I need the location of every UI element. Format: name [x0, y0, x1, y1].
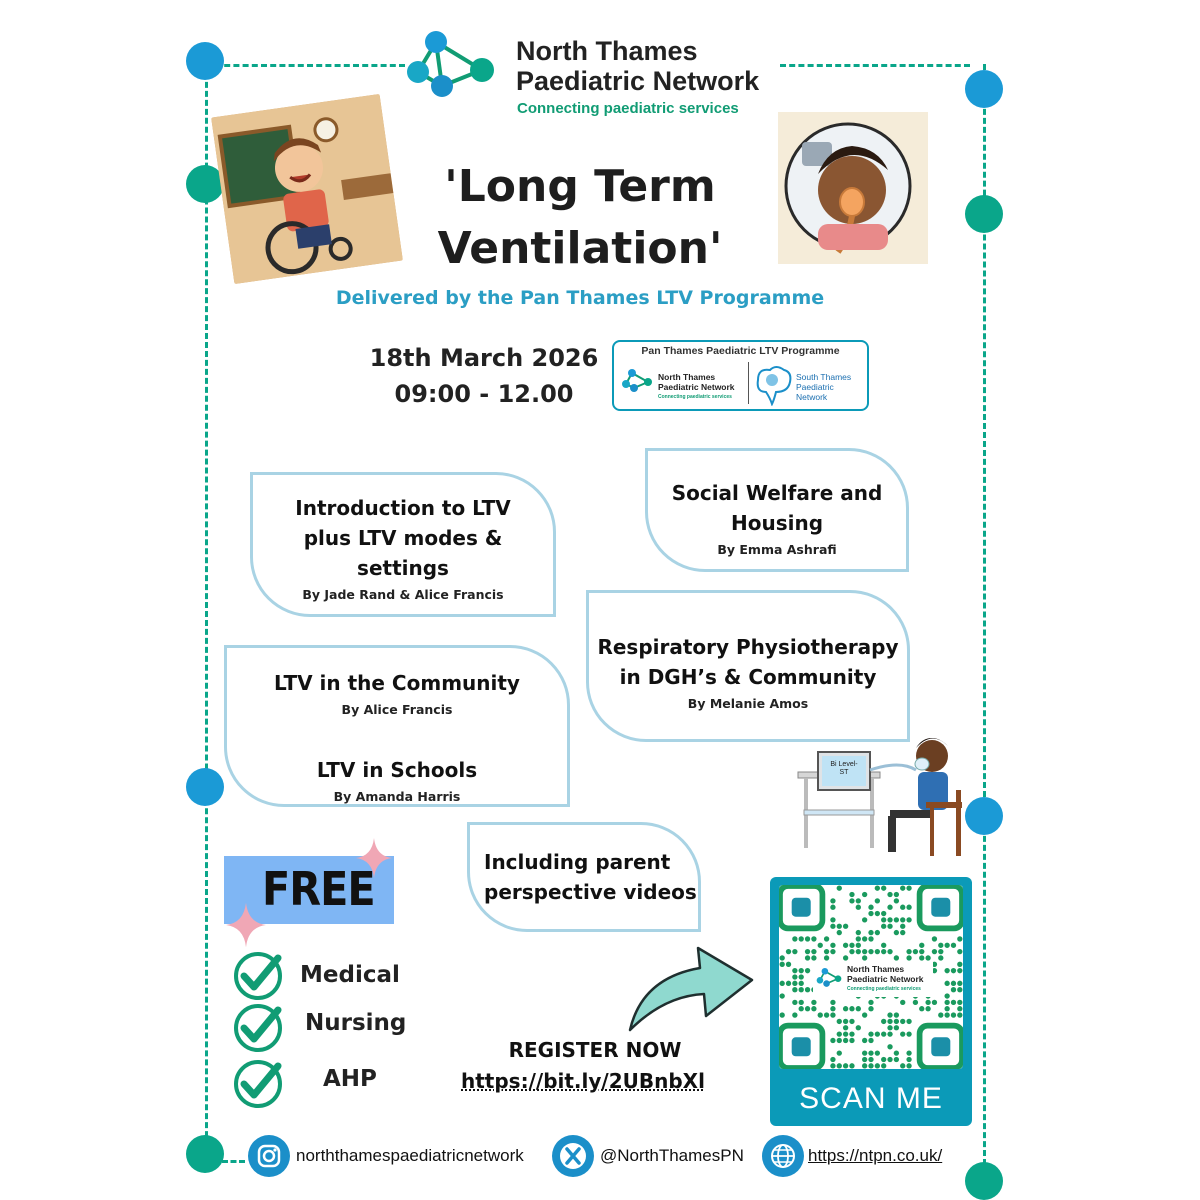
register-label: REGISTER NOW [508, 1038, 682, 1062]
frame-dot [186, 768, 224, 806]
scan-me-label: SCAN ME [799, 1082, 943, 1115]
network-molecule-icon [815, 967, 843, 987]
qr-logo-line1: North Thames [847, 964, 905, 974]
session-title-line: perspective videos [484, 880, 697, 904]
session-card-intro-ltv [250, 472, 556, 617]
check-circle-icon [232, 1058, 284, 1110]
logo-tagline: Connecting paediatric services [517, 100, 739, 117]
session-card-community-schools [224, 645, 570, 807]
qr-code-area[interactable] [779, 885, 963, 1069]
session-title-line: Housing [730, 511, 824, 535]
monitor-line1: Bi Level- [830, 761, 858, 768]
instagram-handle[interactable]: norththamespaediatricnetwork [296, 1146, 524, 1165]
sparkle-icon [226, 902, 266, 948]
x-handle[interactable]: @NorthThamesPN [600, 1146, 744, 1165]
frame-left [205, 64, 208, 1164]
session-title-line: LTV in Schools [316, 758, 478, 782]
qr-center-logo [813, 961, 933, 997]
event-title-line2: Ventilation' [437, 223, 723, 274]
event-time: 09:00 - 12.00 [394, 380, 574, 408]
frame-dot [965, 195, 1003, 233]
network-molecule-icon [620, 368, 654, 392]
audience-medical: Medical [300, 962, 400, 988]
ventilator-child-illustration [790, 730, 965, 860]
x-logo-icon[interactable] [552, 1135, 594, 1177]
session-title-line: plus LTV modes & [303, 526, 503, 550]
programme-badge [612, 340, 869, 411]
session-presenter: By Jade Rand & Alice Francis [302, 587, 504, 602]
register-link[interactable]: https://bit.ly/2UBnbXl [461, 1069, 705, 1093]
south-thames-cloud-icon [752, 362, 794, 406]
audience-nursing: Nursing [305, 1010, 407, 1036]
wheelchair-child-illustration [211, 94, 403, 284]
frame-dot [186, 1135, 224, 1173]
session-card-social-welfare [645, 448, 909, 572]
session-title-line: Social Welfare and [671, 481, 883, 505]
session-title-line: Including parent [484, 850, 671, 874]
monitor-line2: ST [839, 769, 849, 776]
event-title-line1: 'Long Term [444, 161, 716, 212]
check-circle-icon [232, 950, 284, 1002]
session-title-line: in DGH’s & Community [619, 665, 877, 689]
logo-name-line2: Paediatric Network [516, 66, 760, 96]
event-date: 18th March 2026 [369, 344, 599, 372]
session-title-line: Introduction to LTV [295, 496, 511, 520]
frame-dot [965, 70, 1003, 108]
frame-dot [965, 797, 1003, 835]
badge-divider [748, 362, 749, 404]
frame-dot [965, 1162, 1003, 1200]
session-card-parent-videos [467, 822, 701, 932]
session-presenter: By Alice Francis [341, 702, 453, 717]
session-presenter: By Amanda Harris [333, 789, 461, 804]
child-with-mask-illustration [778, 112, 928, 264]
check-circle-icon [232, 1002, 284, 1054]
frame-top-right [780, 64, 970, 67]
badge-title: Pan Thames Paediatric LTV Programme [641, 345, 840, 357]
qr-logo-tag: Connecting paediatric services [847, 986, 921, 992]
session-title-line: settings [357, 556, 449, 580]
website-link[interactable]: https://ntpn.co.uk/ [808, 1146, 943, 1165]
session-presenter: By Emma Ashrafi [717, 542, 837, 557]
badge-north-line1: North Thames [658, 372, 716, 382]
qr-logo-line2: Paediatric Network [847, 974, 924, 984]
badge-south-line2: Paediatric Network [796, 382, 834, 402]
logo-name-line1: North Thames [516, 36, 698, 66]
session-title-line: LTV in the Community [274, 671, 520, 695]
frame-dot [186, 42, 224, 80]
badge-south-line1: South Thames [796, 372, 852, 382]
session-title-line: Respiratory Physiotherapy [597, 635, 899, 659]
badge-north-tag: Connecting paediatric services [658, 394, 732, 400]
network-logo [402, 28, 772, 120]
curved-arrow-icon [624, 938, 756, 1034]
session-presenter: By Melanie Amos [687, 696, 809, 711]
session-card-resp-physio [586, 590, 910, 742]
frame-top-left [215, 64, 405, 67]
instagram-icon[interactable] [248, 1135, 290, 1177]
network-molecule-icon [402, 28, 502, 100]
badge-north-line2: Paediatric Network [658, 382, 735, 392]
audience-ahp: AHP [323, 1066, 377, 1092]
event-subtitle: Delivered by the Pan Thames LTV Programme [335, 287, 825, 309]
free-label: FREE [262, 862, 375, 916]
globe-icon[interactable] [762, 1135, 804, 1177]
